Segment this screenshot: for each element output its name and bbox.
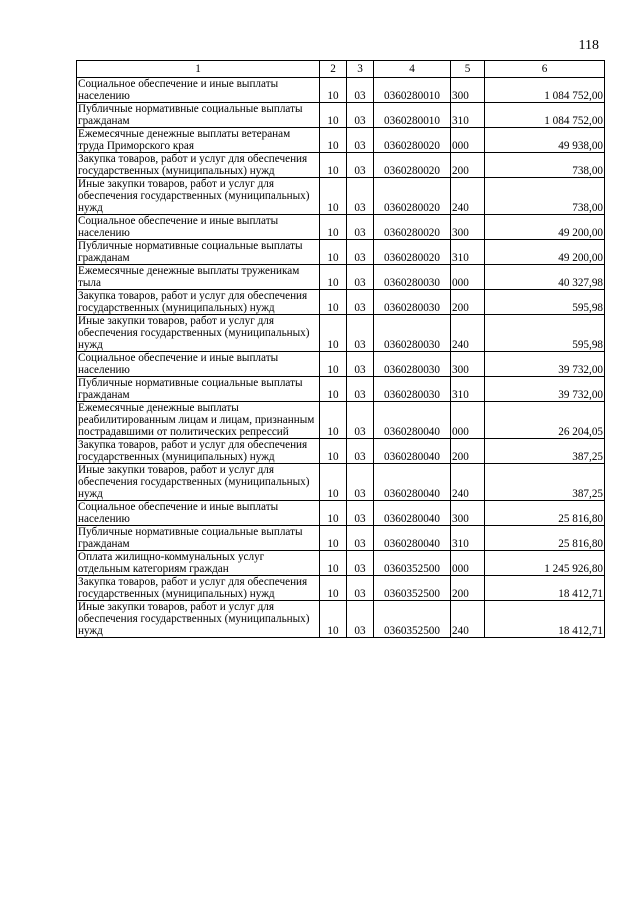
row-expense-type: 000 <box>451 551 485 576</box>
row-section: 10 <box>320 464 347 501</box>
row-name: Публичные нормативные социальные выплаты гражданам <box>77 526 320 551</box>
row-target-code: 0360280020 <box>374 178 451 215</box>
row-expense-type: 240 <box>451 315 485 352</box>
row-target-code: 0360280040 <box>374 402 451 439</box>
table-row <box>77 601 605 638</box>
row-target-code: 0360280020 <box>374 215 451 240</box>
row-subsection: 03 <box>347 315 374 352</box>
row-amount: 26 204,05 <box>485 402 605 439</box>
row-amount: 1 245 926,80 <box>485 551 605 576</box>
row-subsection: 03 <box>347 464 374 501</box>
row-target-code: 0360280020 <box>374 240 451 265</box>
row-amount: 738,00 <box>485 153 605 178</box>
row-name: Закупка товаров, работ и услуг для обеспечения государственных (муниципальных) нужд <box>77 290 320 315</box>
row-amount: 595,98 <box>485 315 605 352</box>
row-amount: 40 327,98 <box>485 265 605 290</box>
row-section: 10 <box>320 153 347 178</box>
row-amount: 1 084 752,00 <box>485 78 605 103</box>
row-expense-type: 300 <box>451 501 485 526</box>
row-name: Иные закупки товаров, работ и услуг для обеспечения государственных (муниципальных) нужд <box>77 601 320 638</box>
row-section: 10 <box>320 402 347 439</box>
table-row <box>77 153 605 178</box>
row-subsection: 03 <box>347 153 374 178</box>
row-expense-type: 200 <box>451 153 485 178</box>
row-target-code: 0360280020 <box>374 153 451 178</box>
table-row <box>77 501 605 526</box>
row-subsection: 03 <box>347 128 374 153</box>
table-body <box>77 78 605 638</box>
row-expense-type: 000 <box>451 265 485 290</box>
row-section: 10 <box>320 551 347 576</box>
row-expense-type: 200 <box>451 576 485 601</box>
row-target-code: 0360280040 <box>374 501 451 526</box>
row-section: 10 <box>320 315 347 352</box>
table-row <box>77 103 605 128</box>
row-name: Социальное обеспечение и иные выплаты населению <box>77 352 320 377</box>
table-row <box>77 352 605 377</box>
row-amount: 39 732,00 <box>485 352 605 377</box>
row-target-code: 0360352500 <box>374 551 451 576</box>
row-target-code: 0360352500 <box>374 601 451 638</box>
row-expense-type: 200 <box>451 290 485 315</box>
row-name: Социальное обеспечение и иные выплаты населению <box>77 501 320 526</box>
row-name: Ежемесячные денежные выплаты ветеранам труда Приморского края <box>77 128 320 153</box>
row-expense-type: 300 <box>451 78 485 103</box>
table-row <box>77 265 605 290</box>
row-section: 10 <box>320 215 347 240</box>
row-section: 10 <box>320 601 347 638</box>
row-section: 10 <box>320 265 347 290</box>
row-amount: 387,25 <box>485 464 605 501</box>
row-subsection: 03 <box>347 526 374 551</box>
row-section: 10 <box>320 352 347 377</box>
row-target-code: 0360280030 <box>374 352 451 377</box>
row-target-code: 0360280020 <box>374 128 451 153</box>
row-section: 10 <box>320 240 347 265</box>
row-subsection: 03 <box>347 103 374 128</box>
row-amount: 49 200,00 <box>485 240 605 265</box>
row-name: Ежемесячные денежные выплаты труженикам тыла <box>77 265 320 290</box>
row-target-code: 0360280040 <box>374 464 451 501</box>
row-subsection: 03 <box>347 377 374 402</box>
row-name: Иные закупки товаров, работ и услуг для обеспечения государственных (муниципальных) нужд <box>77 464 320 501</box>
table-row <box>77 576 605 601</box>
row-amount: 39 732,00 <box>485 377 605 402</box>
row-expense-type: 240 <box>451 601 485 638</box>
row-amount: 49 938,00 <box>485 128 605 153</box>
table-row <box>77 551 605 576</box>
row-name: Закупка товаров, работ и услуг для обеспечения государственных (муниципальных) нужд <box>77 439 320 464</box>
row-subsection: 03 <box>347 501 374 526</box>
table-row <box>77 128 605 153</box>
row-amount: 49 200,00 <box>485 215 605 240</box>
row-subsection: 03 <box>347 240 374 265</box>
table-row <box>77 215 605 240</box>
table-row <box>77 290 605 315</box>
row-expense-type: 310 <box>451 103 485 128</box>
column-header-6: 6 <box>485 61 605 78</box>
row-section: 10 <box>320 439 347 464</box>
row-name: Ежемесячные денежные выплаты реабилитированным лицам и лицам, признанным пострадавшими от политических репрессий <box>77 402 320 439</box>
row-amount: 25 816,80 <box>485 501 605 526</box>
row-subsection: 03 <box>347 352 374 377</box>
row-expense-type: 310 <box>451 377 485 402</box>
table-row <box>77 240 605 265</box>
table-row <box>77 178 605 215</box>
row-expense-type: 310 <box>451 526 485 551</box>
table-row <box>77 439 605 464</box>
row-amount: 1 084 752,00 <box>485 103 605 128</box>
table-row <box>77 402 605 439</box>
row-subsection: 03 <box>347 215 374 240</box>
row-section: 10 <box>320 78 347 103</box>
row-target-code: 0360280010 <box>374 103 451 128</box>
row-subsection: 03 <box>347 601 374 638</box>
row-name: Социальное обеспечение и иные выплаты населению <box>77 78 320 103</box>
row-section: 10 <box>320 290 347 315</box>
row-expense-type: 000 <box>451 402 485 439</box>
row-subsection: 03 <box>347 290 374 315</box>
row-expense-type: 300 <box>451 215 485 240</box>
row-section: 10 <box>320 576 347 601</box>
row-subsection: 03 <box>347 265 374 290</box>
row-subsection: 03 <box>347 576 374 601</box>
row-amount: 387,25 <box>485 439 605 464</box>
row-target-code: 0360352500 <box>374 576 451 601</box>
row-subsection: 03 <box>347 78 374 103</box>
row-name: Социальное обеспечение и иные выплаты населению <box>77 215 320 240</box>
row-amount: 18 412,71 <box>485 601 605 638</box>
row-subsection: 03 <box>347 439 374 464</box>
row-section: 10 <box>320 178 347 215</box>
row-name: Закупка товаров, работ и услуг для обеспечения государственных (муниципальных) нужд <box>77 576 320 601</box>
row-section: 10 <box>320 501 347 526</box>
table-row <box>77 315 605 352</box>
row-name: Иные закупки товаров, работ и услуг для обеспечения государственных (муниципальных) нужд <box>77 178 320 215</box>
row-expense-type: 240 <box>451 178 485 215</box>
row-name: Закупка товаров, работ и услуг для обеспечения государственных (муниципальных) нужд <box>77 153 320 178</box>
table-row <box>77 377 605 402</box>
column-header-4: 4 <box>374 61 451 78</box>
row-target-code: 0360280040 <box>374 439 451 464</box>
row-expense-type: 300 <box>451 352 485 377</box>
column-header-3: 3 <box>347 61 374 78</box>
row-name: Оплата жилищно-коммунальных услуг отдельным категориям граждан <box>77 551 320 576</box>
row-target-code: 0360280030 <box>374 290 451 315</box>
table-row <box>77 526 605 551</box>
row-expense-type: 200 <box>451 439 485 464</box>
row-expense-type: 000 <box>451 128 485 153</box>
row-section: 10 <box>320 128 347 153</box>
page-number: 118 <box>578 38 599 53</box>
row-target-code: 0360280040 <box>374 526 451 551</box>
row-name: Публичные нормативные социальные выплаты гражданам <box>77 377 320 402</box>
row-section: 10 <box>320 103 347 128</box>
row-subsection: 03 <box>347 178 374 215</box>
row-subsection: 03 <box>347 402 374 439</box>
column-header-1: 1 <box>77 61 320 78</box>
row-amount: 18 412,71 <box>485 576 605 601</box>
row-section: 10 <box>320 377 347 402</box>
budget-table <box>76 60 605 638</box>
row-target-code: 0360280030 <box>374 377 451 402</box>
row-amount: 738,00 <box>485 178 605 215</box>
table-header-row <box>77 61 605 78</box>
row-target-code: 0360280030 <box>374 315 451 352</box>
column-header-5: 5 <box>451 61 485 78</box>
row-target-code: 0360280010 <box>374 78 451 103</box>
row-section: 10 <box>320 526 347 551</box>
row-target-code: 0360280030 <box>374 265 451 290</box>
table-row <box>77 78 605 103</box>
row-expense-type: 310 <box>451 240 485 265</box>
row-name: Иные закупки товаров, работ и услуг для обеспечения государственных (муниципальных) нужд <box>77 315 320 352</box>
table-row <box>77 464 605 501</box>
row-name: Публичные нормативные социальные выплаты гражданам <box>77 240 320 265</box>
row-amount: 25 816,80 <box>485 526 605 551</box>
row-subsection: 03 <box>347 551 374 576</box>
row-amount: 595,98 <box>485 290 605 315</box>
column-header-2: 2 <box>320 61 347 78</box>
row-name: Публичные нормативные социальные выплаты гражданам <box>77 103 320 128</box>
row-expense-type: 240 <box>451 464 485 501</box>
